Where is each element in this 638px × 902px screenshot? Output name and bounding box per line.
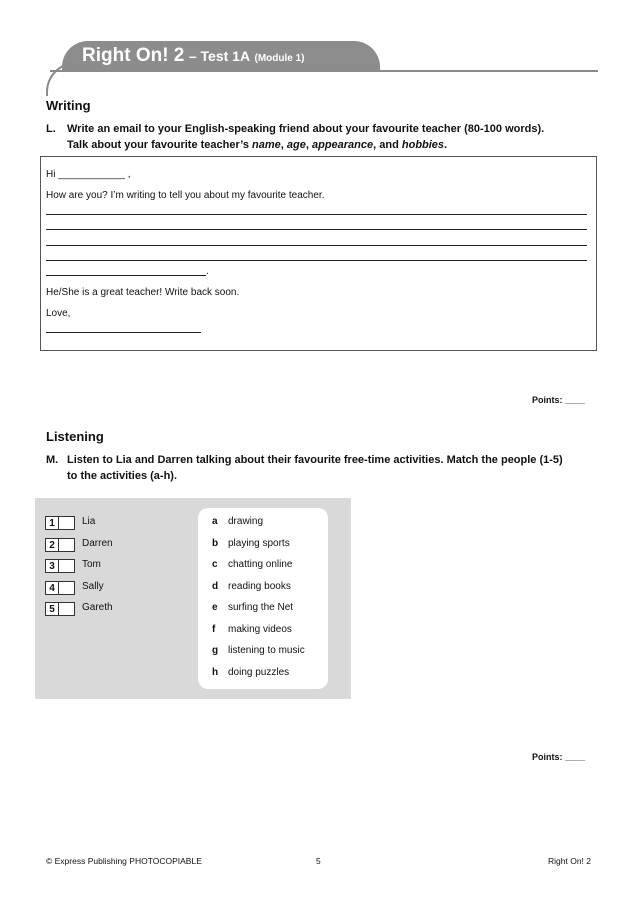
writing-line-2[interactable] — [46, 229, 587, 230]
writing-line-4[interactable] — [46, 260, 587, 261]
person-name: Gareth — [82, 602, 113, 613]
keyword-appearance: appearance — [311, 139, 374, 151]
activity-letter: b — [212, 538, 219, 549]
activity-text: drawing — [228, 516, 264, 527]
keyword-hobbies: hobbies — [401, 139, 445, 151]
points-label: Points: — [532, 395, 563, 405]
answer-box-3[interactable] — [59, 559, 75, 573]
writing-answer-box[interactable] — [40, 156, 597, 351]
activity-text: chatting online — [228, 559, 293, 570]
sep: , and — [373, 139, 402, 151]
writing-points — [532, 395, 585, 405]
points-blank: ____ — [565, 752, 586, 762]
activity-text: doing puzzles — [228, 667, 290, 678]
sep: , — [305, 139, 312, 151]
points-blank: ____ — [565, 395, 586, 405]
signature-line[interactable] — [46, 332, 201, 333]
title-main: Right On! 2 — [82, 45, 185, 66]
instruction-text: Write an email to your English-speaking friend about your favourite teacher (80-100 words). Talk about your favourite teacher’s — [67, 123, 545, 151]
points-label: Points: — [532, 752, 563, 762]
sep: . — [444, 139, 448, 151]
person-name: Tom — [82, 559, 101, 570]
task-letter-l: L. — [46, 123, 56, 135]
writing-line-5[interactable] — [46, 275, 206, 276]
sep: , — [280, 139, 287, 151]
email-greeting: Hi ____________ , — [46, 169, 131, 180]
activity-text: playing sports — [228, 538, 290, 549]
email-opening: How are you? I’m writing to tell you about my favourite teacher. — [46, 190, 325, 201]
activity-letter: f — [212, 624, 216, 635]
activity-text: making videos — [228, 624, 292, 635]
person-number: 3 — [45, 559, 59, 573]
answer-box-5[interactable] — [59, 602, 75, 616]
person-number: 2 — [45, 538, 59, 552]
activity-letter: c — [212, 559, 218, 570]
keyword-age: age — [286, 139, 306, 151]
answer-box-2[interactable] — [59, 538, 75, 552]
listening-points — [532, 752, 585, 762]
activity-text: listening to music — [228, 645, 305, 656]
activity-letter: d — [212, 581, 219, 592]
page-title — [82, 45, 305, 67]
footer-page-number: 5 — [316, 856, 321, 866]
footer-book-title: Right On! 2 — [548, 856, 591, 866]
person-name: Darren — [82, 538, 113, 549]
listening-instruction-text: Listen to Lia and Darren talking about their favourite free-time activities. Match the people (1-5) to the activities (a-h). — [67, 454, 563, 482]
footer-copyright: © Express Publishing PHOTOCOPIABLE — [46, 856, 202, 866]
writing-line-3[interactable] — [46, 245, 587, 246]
writing-heading: Writing — [46, 98, 91, 113]
activity-text: reading books — [228, 581, 291, 592]
writing-instruction — [46, 121, 576, 155]
answer-box-1[interactable] — [59, 516, 75, 530]
listening-instruction — [46, 452, 576, 486]
person-name: Sally — [82, 581, 104, 592]
person-number: 5 — [45, 602, 59, 616]
activity-text: surfing the Net — [228, 602, 294, 613]
person-name: Lia — [82, 516, 96, 527]
email-closing: He/She is a great teacher! Write back soon. — [46, 287, 240, 298]
title-test: – Test 1A — [188, 48, 251, 64]
activity-letter: h — [212, 667, 219, 678]
person-number: 1 — [45, 516, 59, 530]
writing-line-1[interactable] — [46, 214, 587, 215]
listening-heading: Listening — [46, 429, 104, 444]
person-number: 4 — [45, 581, 59, 595]
activities-card — [198, 508, 328, 689]
email-signoff: Love, — [46, 308, 71, 319]
keyword-name: name — [252, 139, 281, 151]
title-module: (Module 1) — [254, 53, 305, 64]
answer-box-4[interactable] — [59, 581, 75, 595]
writing-instruction-text — [67, 121, 567, 153]
activity-letter: g — [212, 645, 219, 656]
line-end-dot: . — [206, 266, 209, 277]
activity-letter: e — [212, 602, 218, 613]
task-letter-m: M. — [46, 454, 59, 466]
activity-letter: a — [212, 516, 218, 527]
